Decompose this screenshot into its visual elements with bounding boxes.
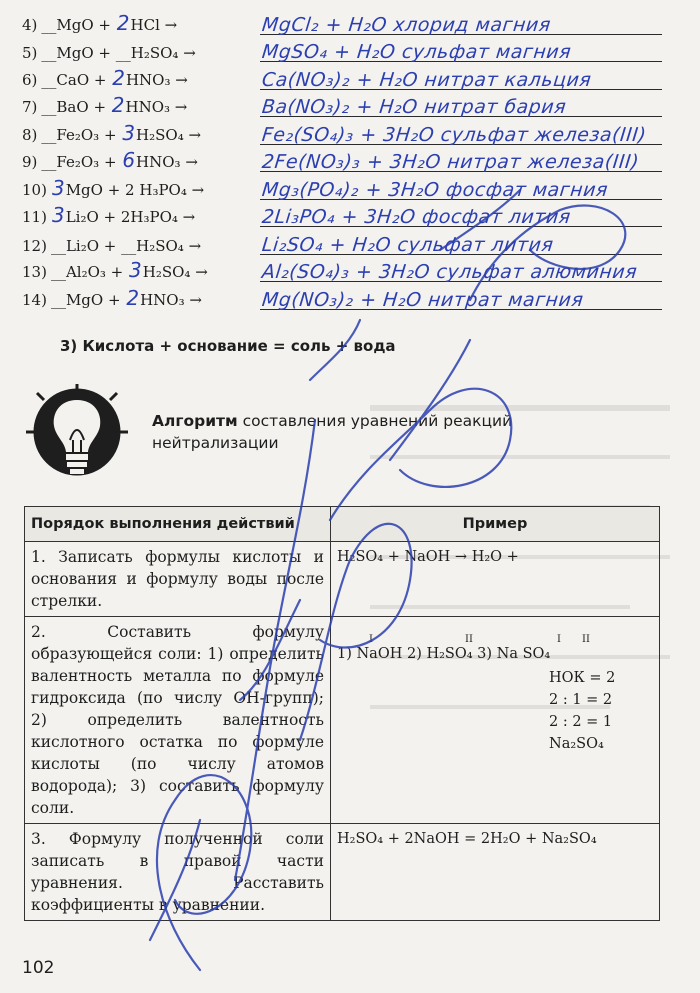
equation-right: HCl → xyxy=(130,15,178,34)
exercise-number: 9) xyxy=(22,153,38,171)
exercise-number: 8) xyxy=(22,125,38,144)
lightbulb-icon xyxy=(22,380,132,490)
equation-left: __CaO + xyxy=(41,70,112,89)
exercise-line xyxy=(22,10,662,38)
example-cell: H₂SO₄ + 2NaOH = 2H₂O + Na₂SO₄ xyxy=(331,824,660,921)
header-steps: Порядок выполнения действий xyxy=(25,507,331,542)
example-cell xyxy=(331,617,660,824)
nok-line: НОК = 2 xyxy=(549,670,616,686)
exercise-prefix xyxy=(22,66,260,93)
equation-right: H₂SO₄ → xyxy=(142,263,208,281)
ratio-line: 2 : 2 = 1 xyxy=(549,714,613,730)
equation-right: HNO₃ → xyxy=(125,98,188,116)
equation-left: __MgO + xyxy=(41,15,116,34)
exercise-prefix xyxy=(22,203,260,230)
exercise-number: 12) xyxy=(22,236,47,255)
equation-right: HNO₃ → xyxy=(136,153,198,171)
exercise-prefix xyxy=(22,44,260,65)
equation-left: __BaO + xyxy=(41,98,111,116)
handwritten-coefficient: 2 xyxy=(116,10,130,35)
exercise-prefix xyxy=(22,258,260,285)
handwritten-answer: Mg(NO₃)₂ + H₂O нитрат магния xyxy=(260,288,585,311)
exercise-line xyxy=(22,285,662,313)
exercise-prefix xyxy=(22,93,260,120)
algorithm-title-rest: составления уравнений реакций нейтрализации xyxy=(152,412,513,452)
exercise-number: 6) xyxy=(22,70,38,89)
handwritten-coefficient: 6 xyxy=(122,148,136,172)
equation-left: __MgO + __H₂SO₄ → xyxy=(41,44,196,62)
equation-right: HNO₃ → xyxy=(125,70,188,89)
exercise-number: 4) xyxy=(22,15,38,34)
valence-row xyxy=(337,621,653,667)
exercise-line xyxy=(22,258,662,286)
handwritten-coefficient: 3 xyxy=(122,120,136,145)
handwritten-coefficient: 2 xyxy=(126,285,140,310)
step-cell: 1. Записать формулы кислоты и основания и формулу воды после стрелки. xyxy=(25,542,331,617)
handwritten-answer: Ba(NO₃)₂ + H₂O нитрат бария xyxy=(260,96,568,118)
table-row xyxy=(25,824,660,921)
salt-steps-line: 1) NaOH 2) H₂SO₄ 3) Na SO₄ xyxy=(337,646,551,662)
handwritten-answer: Fe₂(SO₄)₃ + 3H₂O сульфат железа(III) xyxy=(260,123,648,146)
exercise-line xyxy=(22,120,662,148)
equation-left: __Fe₂O₃ + xyxy=(41,153,122,171)
handwritten-coefficient: 2 xyxy=(111,93,125,117)
equation-right: H₂SO₄ → xyxy=(136,125,202,144)
example-cell: H₂SO₄ + NaOH → H₂O + xyxy=(331,542,660,617)
equation-left: __Fe₂O₃ + xyxy=(41,125,122,144)
handwritten-answer: Li₂SO₄ + H₂O сульфат лития xyxy=(260,233,555,256)
step-cell: 2. Составить формулу образующейся соли: 1) определить валентность металла по формуле гидроксида (по числу OH-групп); 2) определить валентность кислотного остатка по формуле кислоты (по числу атомов водорода); 3) составить формулу соли. xyxy=(25,617,331,824)
handwritten-answer: MgCl₂ + H₂O хлорид магния xyxy=(260,13,552,36)
algorithm-title xyxy=(152,410,572,454)
handwritten-answer: 2Fe(NO₃)₃ + 3H₂O нитрат железа(III) xyxy=(260,151,641,173)
algorithm-table xyxy=(24,506,660,921)
section-title: 3) Кислота + основание = соль + вода xyxy=(60,337,396,355)
ratio-line: 2 : 1 = 2 xyxy=(549,692,613,708)
exercise-number: 7) xyxy=(22,98,38,116)
page-number: 102 xyxy=(22,958,55,978)
valence-mark: I xyxy=(369,634,373,645)
exercise-line xyxy=(22,203,662,231)
exercise-prefix xyxy=(22,148,260,175)
algorithm-title-bold: Алгоритм xyxy=(152,412,238,430)
handwritten-coefficient: 3 xyxy=(129,258,142,282)
exercise-prefix xyxy=(22,121,260,148)
handwritten-answer: Ca(NO₃)₂ + H₂O нитрат кальция xyxy=(260,68,593,91)
exercise-number: 13) xyxy=(22,263,47,281)
exercise-list xyxy=(22,10,662,313)
salt-formula: Na₂SO₄ xyxy=(549,736,604,752)
exercise-line xyxy=(22,175,662,203)
exercise-prefix xyxy=(22,286,260,313)
exercise-prefix xyxy=(22,176,260,203)
exercise-line xyxy=(22,148,662,176)
exercise-line xyxy=(22,230,662,258)
handwritten-answer: MgSO₄ + H₂O сульфат магния xyxy=(260,41,573,63)
header-example: Пример xyxy=(331,507,660,542)
exercise-number: 5) xyxy=(22,44,38,62)
exercise-line xyxy=(22,93,662,121)
exercise-number: 10) xyxy=(22,180,47,199)
step-cell: 3. Формулу полученной соли записать в правой части уравнения. Расставить коэффициенты в уравнении. xyxy=(25,824,331,921)
valence-mark: II xyxy=(582,634,590,645)
equation-right: HNO₃ → xyxy=(140,290,202,309)
equation-left: __Al₂O₃ + xyxy=(50,263,129,281)
handwritten-coefficient: 2 xyxy=(112,65,125,90)
handwritten-answer: Al₂(SO₄)₃ + 3H₂O сульфат алюминия xyxy=(260,261,639,283)
handwritten-coefficient: 3 xyxy=(51,203,65,227)
valence-mark: I xyxy=(557,634,561,645)
exercise-line xyxy=(22,38,662,66)
exercise-line xyxy=(22,65,662,93)
exercise-prefix xyxy=(22,11,260,38)
handwritten-answer: 2Li₃PO₄ + 3H₂O фосфат лития xyxy=(260,206,572,228)
exercise-number: 11) xyxy=(22,208,47,226)
exercise-prefix xyxy=(22,237,260,258)
valence-mark: II xyxy=(465,634,473,645)
handwritten-answer: Mg₃(PO₄)₂ + 3H₂O фосфат магния xyxy=(260,178,610,201)
equation-left: __MgO + xyxy=(50,290,126,309)
equation-right: Li₂O + 2H₃PO₄ → xyxy=(65,208,196,226)
handwritten-coefficient: 3 xyxy=(51,175,65,200)
table-row xyxy=(25,542,660,617)
equation-right: MgO + 2 H₃PO₄ → xyxy=(65,180,205,199)
exercise-number: 14) xyxy=(22,290,47,309)
table-row xyxy=(25,617,660,824)
equation-left: __Li₂O + __H₂SO₄ → xyxy=(50,236,202,255)
